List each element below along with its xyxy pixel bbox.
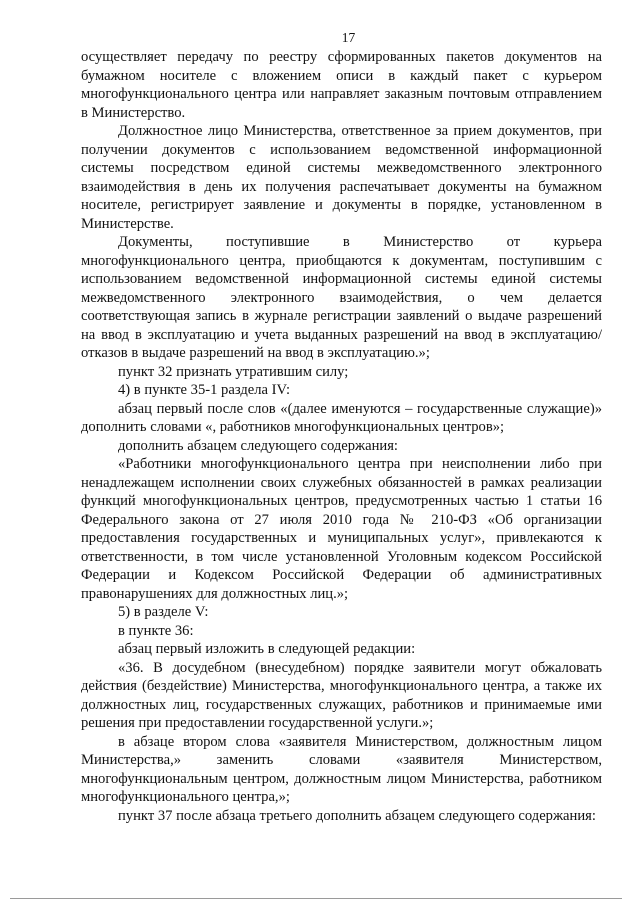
paragraph-documents-courier: Документы, поступившие в Министерство от курьера многофункционального центра, приобщаются к документам, поступившим с использованием ведомственной информационной системы единой системы межведомственного электронного взаимодействия, о чем делается соответствующая запись в журнале регистрации заявлений о выдаче разрешений на ввод в эксплуатацию и учета выданных разрешений на ввод в эксплуатацию/отказов в выдаче разрешений на ввод в эксплуатацию.»; bbox=[81, 234, 602, 361]
paragraph-add-abzac: дополнить абзацем следующего содержания: bbox=[118, 437, 398, 454]
paragraph-item-32: пункт 32 признать утратившим силу; bbox=[118, 363, 349, 380]
paragraph-official-receipt: Должностное лицо Министерства, ответственное за прием документов, при получении документов с использованием ведомственной информационной системы посредством единой системы межведомственного электронного взаимодействия в день их получения распечатывает документы на бумажном носителе, регистрирует заявление и документы в порядке, установленном в Министерстве. bbox=[81, 123, 602, 232]
paragraph-second-abzac: в абзаце втором слова «заявителя Министерством, должностным лицом Министерства,» заменить словами «заявителя Министерством, многофункциональным центром, должностным лицом Министерства, работником многофункционального центра,»; bbox=[81, 733, 602, 805]
paragraph-item-36: в пункте 36: bbox=[118, 622, 194, 639]
paragraph-new-edition: абзац первый изложить в следующей редакции: bbox=[118, 641, 416, 657]
paragraph-item-36-text: «36. В досудебном (внесудебном) порядке заявители могут обжаловать действия (бездействие) Министерства, многофункционального центра, а также их должностных лиц, государственных служащих, работников и принимаемые ими решения при предоставлении государственной услуги.»; bbox=[81, 659, 602, 731]
paragraph-first-abzac: абзац первый после слов «(далее именуются – государственные служащие)» дополнить словами «, работников многофункциональных центров»; bbox=[81, 400, 602, 435]
paragraph-section-iv: 4) в пункте 35-1 раздела IV: bbox=[118, 382, 291, 398]
footer-divider bbox=[10, 898, 622, 899]
document-body bbox=[81, 48, 602, 825]
paragraph-transfer-registry: осуществляет передачу по реестру сформированных пакетов документов на бумажном носителе с вложением описи в каждый пакет с курьером многофункционального центра или направляет заказным почтовым отправлением в Министерство. bbox=[81, 49, 602, 121]
page-number: 17 bbox=[341, 30, 356, 45]
paragraph-item-37: пункт 37 после абзаца третьего дополнить абзацем следующего содержания: bbox=[118, 807, 596, 824]
paragraph-section-v: 5) в разделе V: bbox=[118, 604, 209, 620]
paragraph-mfc-workers: «Работники многофункционального центра при неисполнении либо при ненадлежащем исполнении своих служебных обязанностей в рамках реализации функций многофункциональных центров, предусмотренных частью 1 статьи 16 Федерального закона от 27 июля 2010 года № 210-ФЗ «Об организации предоставления государственных и муниципальных услуг», привлекаются к ответственности, в том числе установленной Уголовным кодексом Российской Федерации и Кодексом Российской Федерации об административных правонарушениях для должностных лиц.»; bbox=[81, 456, 602, 602]
